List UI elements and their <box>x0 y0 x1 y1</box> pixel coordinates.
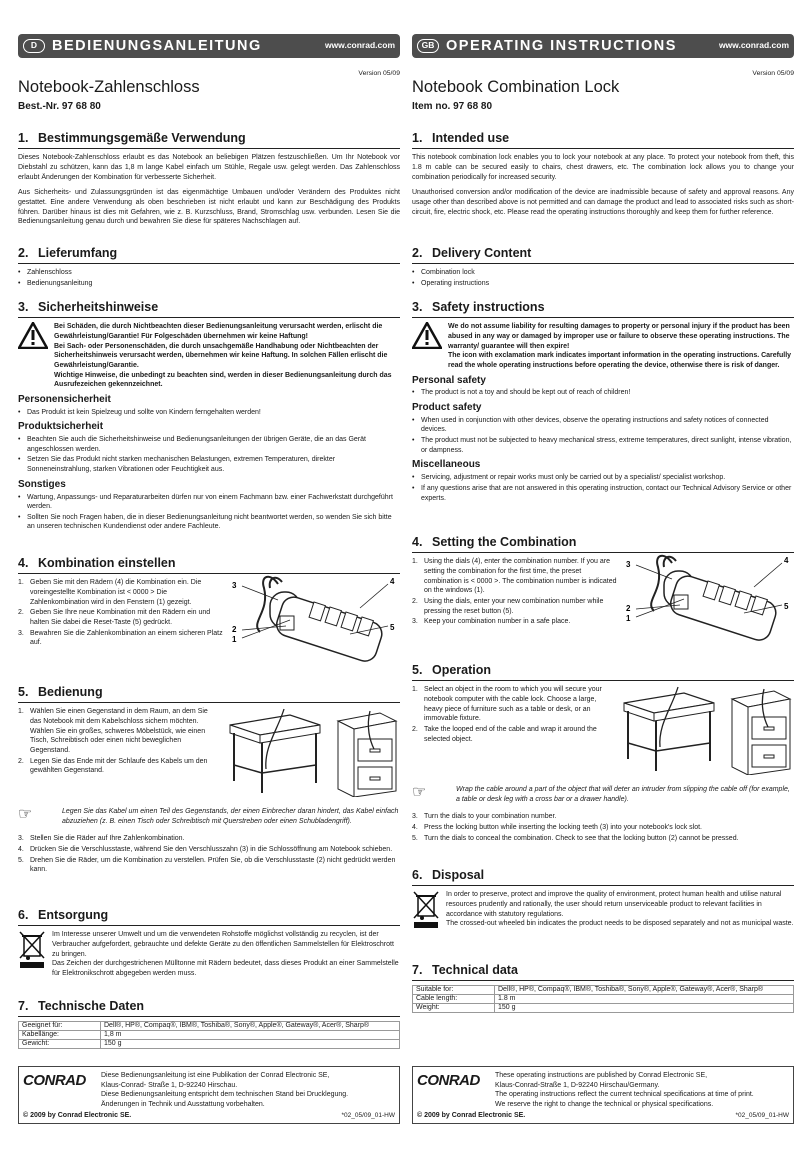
section-title: Sicherheitshinweise <box>38 300 159 314</box>
step-item: 1. Select an object in the room to which you will secure your notebook computer with the cable lock. Choose a large, heavy piece of furniture such as a table or desk, or an immovable fixture. <box>412 686 602 723</box>
copyright: © 2009 by Conrad Electronic SE. <box>23 1112 132 1120</box>
list-item: • Sollten Sie noch Fragen haben, die in dieser Bedienungsanleitung nicht beantwortet werden, so wenden Sie sich bitte an unseren technischen Kundendienst oder andere Fachleute. <box>18 513 400 532</box>
numbered-steps <box>412 812 794 843</box>
header-banner <box>18 34 400 58</box>
page-title: Notebook Combination Lock <box>412 78 620 96</box>
bullet-list <box>18 435 400 475</box>
language-flag: D <box>23 39 45 53</box>
callout-3: 3 <box>232 581 237 591</box>
section-title: Technische Daten <box>38 999 145 1013</box>
section-operation <box>412 662 794 844</box>
item-number: Best.-Nr. 97 68 80 <box>18 100 101 112</box>
note-block: ☞ Wrap the cable around a part of the object that will deter an intruder from slipping the cable off (for example, a table or desk leg with a cross bar or a drawer handle). <box>412 783 790 803</box>
numbered-steps <box>412 685 614 744</box>
table-row: Kabellänge: 1,8 m <box>19 1031 400 1040</box>
list-item: • Bedienungsanleitung <box>18 279 400 289</box>
table-row: Suitable for: Dell®, HP®, Compaq®, IBM®, Toshiba®, Sony®, Apple®, Gateway®, Acer®, Sharp® <box>413 986 794 995</box>
lock-illustration <box>230 572 400 662</box>
section-combination <box>18 555 400 666</box>
step-item: 5. Turn the dials to conceal the combination. Check to see that the locking button (2) cannot be pressed. <box>412 834 739 842</box>
section-title: Setting the Combination <box>432 535 577 549</box>
section-title: Bedienung <box>38 685 103 699</box>
page-title: Notebook-Zahlenschloss <box>18 78 200 96</box>
document-code: *02_05/09_01-HW <box>735 1112 789 1120</box>
document-code: *02_05/09_01-HW <box>341 1112 395 1120</box>
crossed-bin-icon <box>412 890 440 930</box>
callout-2: 2 <box>626 604 631 614</box>
section-heading: 3. Sicherheitshinweise <box>18 299 400 318</box>
version: Version 05/09 <box>752 70 794 77</box>
copyright: © 2009 by Conrad Electronic SE. <box>417 1112 526 1120</box>
section-heading: 7. Technical data <box>412 962 794 981</box>
step-item: 2. Using the dials, enter your new combination number while pressing the reset button (5). <box>412 597 604 615</box>
section-title: Delivery Content <box>432 246 532 260</box>
list-item: • Servicing, adjustment or repair works must only be carried out by a specialist/ specialist workshop. <box>412 473 794 483</box>
bullet-list <box>412 388 794 398</box>
header-banner <box>412 34 794 58</box>
section-technical-data <box>412 962 794 1013</box>
section-heading: 5. Operation <box>412 662 794 681</box>
callout-5: 5 <box>390 623 395 633</box>
step-item: 2. Legen Sie das Ende mit der Schlaufe des Kabels um den gewählten Gegenstand. <box>18 757 208 775</box>
section-heading: 2. Lieferumfang <box>18 245 400 264</box>
section-delivery <box>18 245 400 290</box>
section-heading: 3. Safety instructions <box>412 299 794 318</box>
numbered-steps <box>412 557 617 627</box>
step-item: 1. Wählen Sie einen Gegenstand in dem Raum, an dem Sie das Notebook mit dem Kabelschloss sichern möchten. Wählen Sie ein großes, schweres Möbelstück, wie einen Tisch, Schreibtisch oder einen nicht beweglichen Gegenstand. <box>18 708 208 754</box>
callout-1: 1 <box>626 614 631 624</box>
warning-block: We do not assume liability for resulting damages to property or personal injury if the product has been abused in any way or damaged by improper use or failure to observe these operating instructions. The warranty/ guarantee will then expire! The icon with exclamation mark indicates important information in the operating instructions. Carefully read the whole operating instructions before operating the device, otherwise there is risk of danger. <box>412 322 794 370</box>
list-item: • Wartung, Anpassungs- und Reparaturarbeiten dürfen nur von einem Fachmann bzw. einer Fachwerkstatt durchgeführt werden. <box>18 493 400 512</box>
step-item: 1. Geben Sie mit den Rädern (4) die Kombination ein. Die voreingestellte Kombination ist < 0000 > Die Zahlenkombination wird in den Fenstern (1) gezeigt. <box>18 579 202 606</box>
header-url[interactable]: www.conrad.com <box>718 40 789 51</box>
header-url[interactable]: www.conrad.com <box>324 40 395 51</box>
numbered-steps <box>18 578 223 648</box>
section-intended-use: 1. Intended use This notebook combination lock enables you to lock your notebook at any place. To protect your notebook from theft, this 1.8 m cable can be secured easily to chairs, chest drawers, etc. The combination lock allows you to change your combination periodically for increased security. Unauthorised conversion and/or modification of the device are inadmissible because of safety and approval reasons. Any usage other than described above is not permitted and can damage the product and lead to associated risks such as short-circuit, fire, electric shock, etc. Please read the operating instructions thoroughly and keep them for further reference. <box>412 131 794 216</box>
list-item: • Das Produkt ist kein Spielzeug und sollte von Kindern ferngehalten werden! <box>18 408 400 418</box>
numbered-steps <box>18 834 400 875</box>
step-item: 1. Using the dials (4), enter the combination number. If you are setting the combination for the first time, the preset combination is < 0000 >. The combination number is indicated on the windows (1). <box>412 558 617 595</box>
section-heading: 6. Disposal <box>412 867 794 886</box>
section-heading: 1. Bestimmungsgemäße Verwendung <box>18 130 400 149</box>
header-title: BEDIENUNGSANLEITUNG <box>52 38 262 54</box>
callout-5: 5 <box>784 602 789 612</box>
section-heading: 4. Setting the Combination <box>412 534 794 553</box>
section-heading: 2. Delivery Content <box>412 245 794 264</box>
section-title: Safety instructions <box>432 300 545 314</box>
bullet-list <box>18 493 400 533</box>
step-item: 3. Bewahren Sie die Zahlenkombination an einem sicheren Platz auf. <box>18 629 223 647</box>
warning-triangle-icon <box>412 322 442 349</box>
step-item: 5. Drehen Sie die Räder, um die Kombination zu verstellen. Prüfen Sie, ob die Verschlusstaste (2) nicht gedrückt werden kann. <box>18 856 396 874</box>
callout-2: 2 <box>232 625 237 635</box>
section-intended-use: 1. Bestimmungsgemäße Verwendung Dieses Notebook-Zahlenschloss erlaubt es das Notebook an beliebigen Plätzen festzuschließen. Um Ihr Notebook vor Diebstahl zu schützen, kann das 1,8 m lange Kabel einfach um Stühle, Regale usw. gelegt werden. Das Zahlenschloss erlaubt Änderungen der Kombination für verbesserte Sicherheit. Aus Sicherheits- und Zulassungsgründen ist das eigenmächtige Umbauen und/oder Verändern des Produktes nicht gestattet. Eine andere Verwendung als oben beschrieben ist nicht erlaubt und kann zur Beschädigung des Produkts führen. Darüber hinaus ist dies mit Gefahren, wie z. B. Kurzschluss, Brand, Stromschlag usw. verbunden. Lesen Sie die Bedienungsanleitung genau durch und bewahren Sie diese für späteres Nachschlagen auf. <box>18 131 400 226</box>
warning-triangle-icon <box>18 322 48 349</box>
list-item: • If any questions arise that are not answered in this operating instruction, contact our Technical Advisory Service or other experts. <box>412 484 794 503</box>
subheading: Personal safety <box>412 374 486 386</box>
section-heading: 7. Technische Daten <box>18 998 400 1017</box>
step-item: 3. Turn the dials to your combination number. <box>412 813 557 821</box>
subheading: Miscellaneous <box>412 459 481 471</box>
note-block: ☞ Legen Sie das Kabel um einen Teil des Gegenstands, der einen Einbrecher daran hindert, das Kabel einfach abzuziehen (z. B. einen Tisch oder Schreibtisch mit Querstreben oder einen Schubladengriff). <box>18 805 399 825</box>
section-title: Kombination einstellen <box>38 556 176 570</box>
step-item: 4. Drücken Sie die Verschlusstaste, während Sie den Verschlusszahn (3) in die Schlossöffnung am Notebook schieben. <box>18 845 393 853</box>
table-row: Cable length: 1.8 m <box>413 995 794 1004</box>
section-title: Bestimmungsgemäße Verwendung <box>38 131 246 145</box>
language-flag: GB <box>417 39 439 53</box>
section-operation <box>18 684 400 876</box>
list-item: • When used in conjunction with other devices, observe the operating instructions and safety notices of connected devices. <box>412 416 794 435</box>
version: Version 05/09 <box>358 70 400 77</box>
numbered-steps <box>18 707 220 776</box>
callout-4: 4 <box>784 556 789 566</box>
step-item: 2. Geben Sie Ihre neue Kombination mit den Rädern ein und halten Sie dabei die Reset-Taste (5) gedrückt. <box>18 609 211 626</box>
section-heading: 5. Bedienung <box>18 684 400 703</box>
step-item: 3. Stellen Sie die Räder auf Ihre Zahlenkombination. <box>18 835 185 843</box>
section-safety <box>18 299 400 533</box>
section-heading: 6. Entsorgung <box>18 907 400 926</box>
pointing-hand-icon: ☞ <box>18 805 33 823</box>
list-item: • Operating instructions <box>412 279 794 289</box>
list-item: • The product is not a toy and should be kept out of reach of children! <box>412 388 794 398</box>
publisher-footer: CONRAD Diese Bedienungsanleitung ist eine Publikation der Conrad Electronic SE, Klaus-Conrad- Straße 1, D-92240 Hirschau. Diese Bedienungsanleitung entspricht dem technischen Stand bei Drucklegung. Änderungen in Technik und Ausstattung vorbehalten. © 2009 by Conrad Electronic SE. *02_05/09_01-HW <box>18 1066 400 1124</box>
section-disposal: 6. Disposal In order to preserve, protect and improve the quality of environment, protect human health and utilise natural resources prudently and rationally, the user should return unserviceable product to relevant facilities in accordance with statutory regulations. The crossed-out wheeled bin indicates the product needs to be disposed separately and not as municipal waste. <box>412 867 794 934</box>
pointing-hand-icon: ☞ <box>412 783 427 801</box>
bullet-list <box>412 473 794 503</box>
section-title: Intended use <box>432 131 510 145</box>
subheading: Produktsicherheit <box>18 421 104 433</box>
english-column <box>412 34 794 1120</box>
german-column <box>18 34 400 1120</box>
subheading: Personensicherheit <box>18 393 111 405</box>
bullet-list <box>412 416 794 456</box>
list-item: • Combination lock <box>412 268 794 278</box>
bullet-list <box>18 408 400 418</box>
spec-table <box>18 1021 400 1049</box>
publisher-footer: CONRAD These operating instructions are published by Conrad Electronic SE, Klaus-Conrad-Straße 1, D-92240 Hirschau/Germany. The operating instructions reflect the current technical specifications at time of print. We reserve the right to change the technical or physical specifications. © 2009 by Conrad Electronic SE. *02_05/09_01-HW <box>412 1066 794 1124</box>
table-row: Gewicht: 150 g <box>19 1040 400 1049</box>
callout-1: 1 <box>232 635 237 645</box>
section-title: Technical data <box>432 963 518 977</box>
conrad-logo: CONRAD <box>417 1072 480 1089</box>
furniture-illustration <box>220 707 400 797</box>
crossed-bin-icon <box>18 930 46 970</box>
header-title: OPERATING INSTRUCTIONS <box>446 38 677 54</box>
table-row: Weight: 150 g <box>413 1004 794 1013</box>
list-item: • Zahlenschloss <box>18 268 400 278</box>
callout-3: 3 <box>626 560 631 570</box>
step-item: 2. Take the looped end of the cable and wrap it around the selected object. <box>412 725 597 743</box>
furniture-illustration <box>614 685 794 775</box>
conrad-logo: CONRAD <box>23 1072 86 1089</box>
table-row: Geeignet für: Dell®, HP®, Compaq®, IBM®, Toshiba®, Sony®, Apple®, Gateway®, Acer®, Sharp® <box>19 1022 400 1031</box>
section-title: Lieferumfang <box>38 246 118 260</box>
section-delivery <box>412 245 794 290</box>
step-item: 3. Keep your combination number in a safe place. <box>412 618 571 626</box>
item-number: Item no. 97 68 80 <box>412 100 493 112</box>
subheading: Product safety <box>412 401 482 413</box>
section-title: Entsorgung <box>38 908 109 922</box>
section-disposal: 6. Entsorgung Im Interesse unserer Umwelt und um die verwendeten Rohstoffe möglichst vollständig zu recyclen, ist der Verbraucher aufgefordert, gebrauchte und defekte Geräte zu den öffentlichen Sammelstellen für Elektroschrott zu bringen. Das Zeichen der durchgestrichenen Mülltonne mit Rädern bedeutet, dass dieses Produkt an einer Sammelstelle für Elektronikschrott abgegeben werden muss. <box>18 908 399 977</box>
lock-illustration <box>624 551 794 641</box>
section-heading: 1. Intended use <box>412 130 794 149</box>
section-technical-data <box>18 998 400 1049</box>
subheading: Sonstiges <box>18 478 66 490</box>
spec-table <box>412 985 794 1013</box>
list-item: • Setzen Sie das Produkt nicht starken mechanischen Belastungen, extremen Temperaturen, direkter Sonneneinstrahlung, starken Vibrationen oder Feuchtigkeit aus. <box>18 455 400 474</box>
section-title: Operation <box>432 663 492 677</box>
section-title: Disposal <box>432 868 485 882</box>
bullet-list <box>18 268 400 288</box>
section-combination <box>412 534 794 645</box>
list-item: • Beachten Sie auch die Sicherheitshinweise und Bedienungsanleitungen der übrigen Geräte, die an das Gerät angeschlossen werden. <box>18 435 400 454</box>
section-heading: 4. Kombination einstellen <box>18 555 400 574</box>
warning-block: Bei Schäden, die durch Nichtbeachten dieser Bedienungsanleitung verursacht werden, erlischt die Gewährleistung/Garantie! Für Folgeschäden übernehmen wir keine Haftung! Bei Sach- oder Personenschäden, die durch unsachgemäße Handhabung oder Nichtbeachten der Sicherheitshinweis verursacht werden, übernehmen wir keine Haftung. In solchen Fällen erlischt die Gewährleistung/Garantie. Wichtige Hinweise, die unbedingt zu beachten sind, werden in dieser Bedienungsanleitung durch das Ausrufezeichen gekennzeichnet. <box>18 322 400 390</box>
section-safety <box>412 299 794 504</box>
step-item: 4. Press the locking button while inserting the locking teeth (3) into your notebook's lock slot. <box>412 823 702 831</box>
callout-4: 4 <box>390 577 395 587</box>
bullet-list <box>412 268 794 288</box>
list-item: • The product must not be subjected to heavy mechanical stress, extreme temperatures, direct sunlight, intense vibration, or dampness. <box>412 436 794 455</box>
